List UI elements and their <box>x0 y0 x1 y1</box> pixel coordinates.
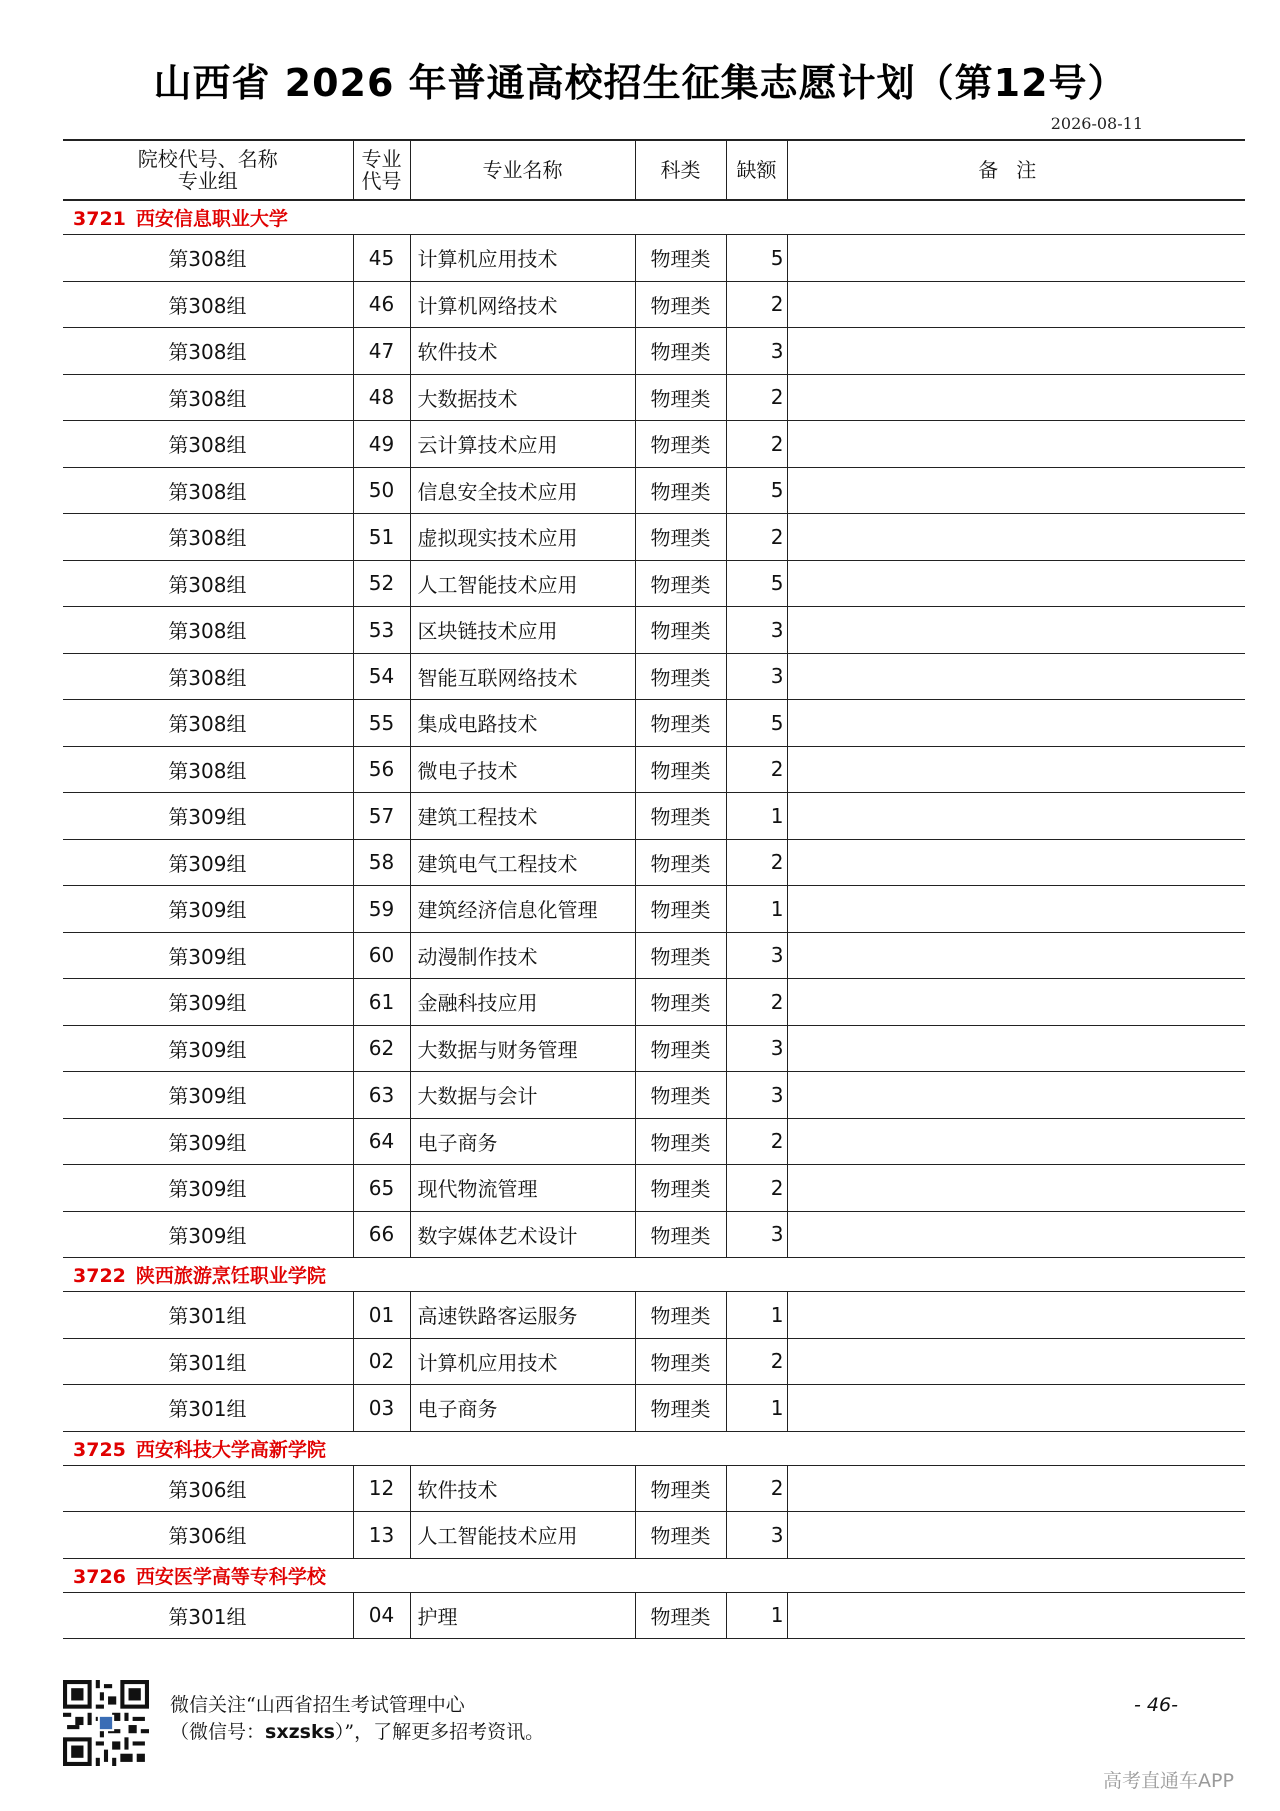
major-name-cell: 虚拟现实技术应用 <box>410 514 635 561</box>
quota-cell: 3 <box>726 932 787 979</box>
table-row <box>63 1165 1245 1212</box>
major-code-cell: 65 <box>353 1165 410 1212</box>
remark-cell <box>787 1025 1245 1072</box>
table-row <box>63 1292 1245 1339</box>
major-name-cell: 计算机应用技术 <box>410 1338 635 1385</box>
category-cell: 物理类 <box>635 1165 726 1212</box>
remark-cell <box>787 328 1245 375</box>
major-name-cell: 金融科技应用 <box>410 979 635 1026</box>
school-row <box>63 1431 1245 1465</box>
quota-cell: 2 <box>726 1165 787 1212</box>
table-row <box>63 1211 1245 1258</box>
group-cell: 第301组 <box>63 1592 353 1639</box>
header-category: 科类 <box>635 140 726 200</box>
major-code-cell: 56 <box>353 746 410 793</box>
group-cell: 第308组 <box>63 746 353 793</box>
major-name-cell: 护理 <box>410 1592 635 1639</box>
school-heading <box>63 1258 1245 1292</box>
quota-cell: 1 <box>726 886 787 933</box>
major-code-cell: 03 <box>353 1385 410 1432</box>
table-row <box>63 560 1245 607</box>
table-row <box>63 1592 1245 1639</box>
footer-line-1: 微信关注“山西省招生考试管理中心 <box>170 1694 465 1716</box>
major-name-cell: 大数据与会计 <box>410 1072 635 1119</box>
category-cell: 物理类 <box>635 839 726 886</box>
group-cell: 第308组 <box>63 560 353 607</box>
quota-cell: 2 <box>726 1465 787 1512</box>
category-cell: 物理类 <box>635 746 726 793</box>
category-cell: 物理类 <box>635 700 726 747</box>
category-cell: 物理类 <box>635 1338 726 1385</box>
header-quota: 缺额 <box>726 140 787 200</box>
category-cell: 物理类 <box>635 932 726 979</box>
school-row <box>63 1258 1245 1292</box>
major-name-cell: 云计算技术应用 <box>410 421 635 468</box>
group-cell: 第309组 <box>63 1025 353 1072</box>
table-row <box>63 514 1245 561</box>
remark-cell <box>787 607 1245 654</box>
category-cell: 物理类 <box>635 1211 726 1258</box>
category-cell: 物理类 <box>635 793 726 840</box>
school-heading <box>63 200 1245 235</box>
category-cell: 物理类 <box>635 1465 726 1512</box>
category-cell: 物理类 <box>635 1385 726 1432</box>
group-cell: 第309组 <box>63 886 353 933</box>
remark-cell <box>787 793 1245 840</box>
quota-cell: 2 <box>726 514 787 561</box>
major-code-cell: 02 <box>353 1338 410 1385</box>
remark-cell <box>787 1465 1245 1512</box>
quota-cell: 1 <box>726 1592 787 1639</box>
header-major-code: 专业 代号 <box>353 140 410 200</box>
major-code-cell: 52 <box>353 560 410 607</box>
table-row <box>63 979 1245 1026</box>
page-number: - 46- <box>1134 1694 1178 1716</box>
group-cell: 第309组 <box>63 1072 353 1119</box>
remark-cell <box>787 932 1245 979</box>
table-header-row <box>63 140 1245 200</box>
category-cell: 物理类 <box>635 607 726 654</box>
group-cell: 第309组 <box>63 1118 353 1165</box>
table-row <box>63 1338 1245 1385</box>
table-row <box>63 1465 1245 1512</box>
major-name-cell: 软件技术 <box>410 328 635 375</box>
app-watermark: 高考直通车APP <box>1103 1770 1234 1792</box>
quota-cell: 2 <box>726 979 787 1026</box>
category-cell: 物理类 <box>635 560 726 607</box>
group-cell: 第309组 <box>63 1211 353 1258</box>
school-code: 3722 <box>73 1265 126 1287</box>
quota-cell: 2 <box>726 281 787 328</box>
remark-cell <box>787 700 1245 747</box>
table-row <box>63 607 1245 654</box>
group-cell: 第308组 <box>63 281 353 328</box>
category-cell: 物理类 <box>635 1025 726 1072</box>
remark-cell <box>787 235 1245 282</box>
table-row <box>63 374 1245 421</box>
remark-cell <box>787 746 1245 793</box>
major-code-cell: 46 <box>353 281 410 328</box>
category-cell: 物理类 <box>635 1292 726 1339</box>
major-code-cell: 04 <box>353 1592 410 1639</box>
school-name: 西安信息职业大学 <box>135 208 288 230</box>
major-code-cell: 48 <box>353 374 410 421</box>
major-code-cell: 45 <box>353 235 410 282</box>
major-name-cell: 大数据与财务管理 <box>410 1025 635 1072</box>
group-cell: 第308组 <box>63 607 353 654</box>
category-cell: 物理类 <box>635 1592 726 1639</box>
major-code-cell: 12 <box>353 1465 410 1512</box>
quota-cell: 5 <box>726 560 787 607</box>
major-name-cell: 电子商务 <box>410 1118 635 1165</box>
major-name-cell: 建筑工程技术 <box>410 793 635 840</box>
category-cell: 物理类 <box>635 1072 726 1119</box>
table-row <box>63 235 1245 282</box>
quota-cell: 2 <box>726 1118 787 1165</box>
remark-cell <box>787 1118 1245 1165</box>
major-code-cell: 13 <box>353 1512 410 1559</box>
school-code: 3721 <box>73 208 126 230</box>
school-heading <box>63 1431 1245 1465</box>
remark-cell <box>787 1592 1245 1639</box>
footer-text <box>170 1692 544 1746</box>
major-name-cell: 电子商务 <box>410 1385 635 1432</box>
category-cell: 物理类 <box>635 235 726 282</box>
table-row <box>63 886 1245 933</box>
major-code-cell: 60 <box>353 932 410 979</box>
major-name-cell: 建筑电气工程技术 <box>410 839 635 886</box>
major-name-cell: 建筑经济信息化管理 <box>410 886 635 933</box>
quota-cell: 3 <box>726 328 787 375</box>
remark-cell <box>787 374 1245 421</box>
major-name-cell: 动漫制作技术 <box>410 932 635 979</box>
category-cell: 物理类 <box>635 886 726 933</box>
remark-cell <box>787 560 1245 607</box>
school-row <box>63 200 1245 235</box>
header-major-name: 专业名称 <box>410 140 635 200</box>
group-cell: 第308组 <box>63 514 353 561</box>
major-name-cell: 人工智能技术应用 <box>410 560 635 607</box>
table-row <box>63 700 1245 747</box>
table-row <box>63 421 1245 468</box>
major-code-cell: 64 <box>353 1118 410 1165</box>
category-cell: 物理类 <box>635 374 726 421</box>
header-remark: 备注 <box>787 140 1245 200</box>
major-name-cell: 高速铁路客运服务 <box>410 1292 635 1339</box>
major-code-cell: 58 <box>353 839 410 886</box>
remark-cell <box>787 1385 1245 1432</box>
major-code-cell: 62 <box>353 1025 410 1072</box>
major-name-cell: 智能互联网络技术 <box>410 653 635 700</box>
group-cell: 第309组 <box>63 839 353 886</box>
quota-cell: 2 <box>726 374 787 421</box>
group-cell: 第308组 <box>63 700 353 747</box>
major-name-cell: 微电子技术 <box>410 746 635 793</box>
remark-cell <box>787 1165 1245 1212</box>
group-cell: 第309组 <box>63 793 353 840</box>
category-cell: 物理类 <box>635 979 726 1026</box>
group-cell: 第309组 <box>63 1165 353 1212</box>
publish-date: 2026-08-11 <box>1050 114 1143 133</box>
header-group: 院校代号、名称 专业组 <box>63 140 353 200</box>
table-row <box>63 1512 1245 1559</box>
major-code-cell: 51 <box>353 514 410 561</box>
major-name-cell: 数字媒体艺术设计 <box>410 1211 635 1258</box>
group-cell: 第308组 <box>63 421 353 468</box>
table-row <box>63 793 1245 840</box>
group-cell: 第306组 <box>63 1465 353 1512</box>
table-row <box>63 746 1245 793</box>
remark-cell <box>787 1072 1245 1119</box>
category-cell: 物理类 <box>635 467 726 514</box>
category-cell: 物理类 <box>635 514 726 561</box>
quota-cell: 1 <box>726 1292 787 1339</box>
quota-cell: 3 <box>726 1072 787 1119</box>
category-cell: 物理类 <box>635 421 726 468</box>
major-code-cell: 59 <box>353 886 410 933</box>
group-cell: 第306组 <box>63 1512 353 1559</box>
table-row <box>63 1385 1245 1432</box>
major-name-cell: 集成电路技术 <box>410 700 635 747</box>
group-cell: 第308组 <box>63 235 353 282</box>
group-cell: 第301组 <box>63 1292 353 1339</box>
school-row <box>63 1558 1245 1592</box>
table-row <box>63 839 1245 886</box>
remark-cell <box>787 979 1245 1026</box>
group-cell: 第308组 <box>63 374 353 421</box>
group-cell: 第301组 <box>63 1338 353 1385</box>
major-code-cell: 61 <box>353 979 410 1026</box>
category-cell: 物理类 <box>635 281 726 328</box>
major-code-cell: 63 <box>353 1072 410 1119</box>
table-row <box>63 932 1245 979</box>
major-code-cell: 49 <box>353 421 410 468</box>
school-name: 陕西旅游烹饪职业学院 <box>135 1265 326 1287</box>
table-row <box>63 653 1245 700</box>
remark-cell <box>787 1512 1245 1559</box>
footer-line-2: （微信号：sxzsks）”，了解更多招考资讯。 <box>170 1721 545 1743</box>
page-title: 山西省 2026 年普通高校招生征集志愿计划（第12号） <box>153 61 1127 105</box>
major-name-cell: 大数据技术 <box>410 374 635 421</box>
major-name-cell: 区块链技术应用 <box>410 607 635 654</box>
major-code-cell: 55 <box>353 700 410 747</box>
quota-cell: 2 <box>726 839 787 886</box>
qr-code-icon <box>63 1680 149 1766</box>
quota-cell: 3 <box>726 607 787 654</box>
remark-cell <box>787 281 1245 328</box>
table-row <box>63 1118 1245 1165</box>
school-heading <box>63 1558 1245 1592</box>
remark-cell <box>787 653 1245 700</box>
major-name-cell: 信息安全技术应用 <box>410 467 635 514</box>
wechat-id: sxzsks <box>265 1721 335 1743</box>
major-code-cell: 47 <box>353 328 410 375</box>
remark-cell <box>787 886 1245 933</box>
remark-cell <box>787 839 1245 886</box>
major-code-cell: 66 <box>353 1211 410 1258</box>
plan-table <box>63 139 1245 1639</box>
quota-cell: 3 <box>726 1211 787 1258</box>
table-row <box>63 1072 1245 1119</box>
category-cell: 物理类 <box>635 1118 726 1165</box>
table-row <box>63 328 1245 375</box>
remark-cell <box>787 421 1245 468</box>
remark-cell <box>787 1211 1245 1258</box>
major-name-cell: 人工智能技术应用 <box>410 1512 635 1559</box>
quota-cell: 3 <box>726 653 787 700</box>
school-code: 3726 <box>73 1565 126 1588</box>
remark-cell <box>787 467 1245 514</box>
major-code-cell: 54 <box>353 653 410 700</box>
major-name-cell: 计算机应用技术 <box>410 235 635 282</box>
quota-cell: 3 <box>726 1025 787 1072</box>
plan-body <box>63 200 1245 1639</box>
quota-cell: 5 <box>726 235 787 282</box>
category-cell: 物理类 <box>635 653 726 700</box>
group-cell: 第308组 <box>63 467 353 514</box>
table-row <box>63 1025 1245 1072</box>
group-cell: 第308组 <box>63 328 353 375</box>
group-cell: 第301组 <box>63 1385 353 1432</box>
school-code: 3725 <box>73 1438 126 1461</box>
category-cell: 物理类 <box>635 1512 726 1559</box>
quota-cell: 5 <box>726 700 787 747</box>
quota-cell: 2 <box>726 1338 787 1385</box>
group-cell: 第308组 <box>63 653 353 700</box>
quota-cell: 3 <box>726 1512 787 1559</box>
major-name-cell: 现代物流管理 <box>410 1165 635 1212</box>
group-cell: 第309组 <box>63 979 353 1026</box>
major-name-cell: 软件技术 <box>410 1465 635 1512</box>
major-name-cell: 计算机网络技术 <box>410 281 635 328</box>
category-cell: 物理类 <box>635 328 726 375</box>
remark-cell <box>787 1292 1245 1339</box>
quota-cell: 2 <box>726 421 787 468</box>
school-name: 西安医学高等专科学校 <box>135 1565 326 1588</box>
remark-cell <box>787 514 1245 561</box>
major-code-cell: 01 <box>353 1292 410 1339</box>
quota-cell: 2 <box>726 746 787 793</box>
major-code-cell: 53 <box>353 607 410 654</box>
school-name: 西安科技大学高新学院 <box>135 1438 326 1461</box>
quota-cell: 1 <box>726 1385 787 1432</box>
quota-cell: 5 <box>726 467 787 514</box>
table-row <box>63 467 1245 514</box>
table-row <box>63 281 1245 328</box>
remark-cell <box>787 1338 1245 1385</box>
quota-cell: 1 <box>726 793 787 840</box>
group-cell: 第309组 <box>63 932 353 979</box>
major-code-cell: 57 <box>353 793 410 840</box>
major-code-cell: 50 <box>353 467 410 514</box>
